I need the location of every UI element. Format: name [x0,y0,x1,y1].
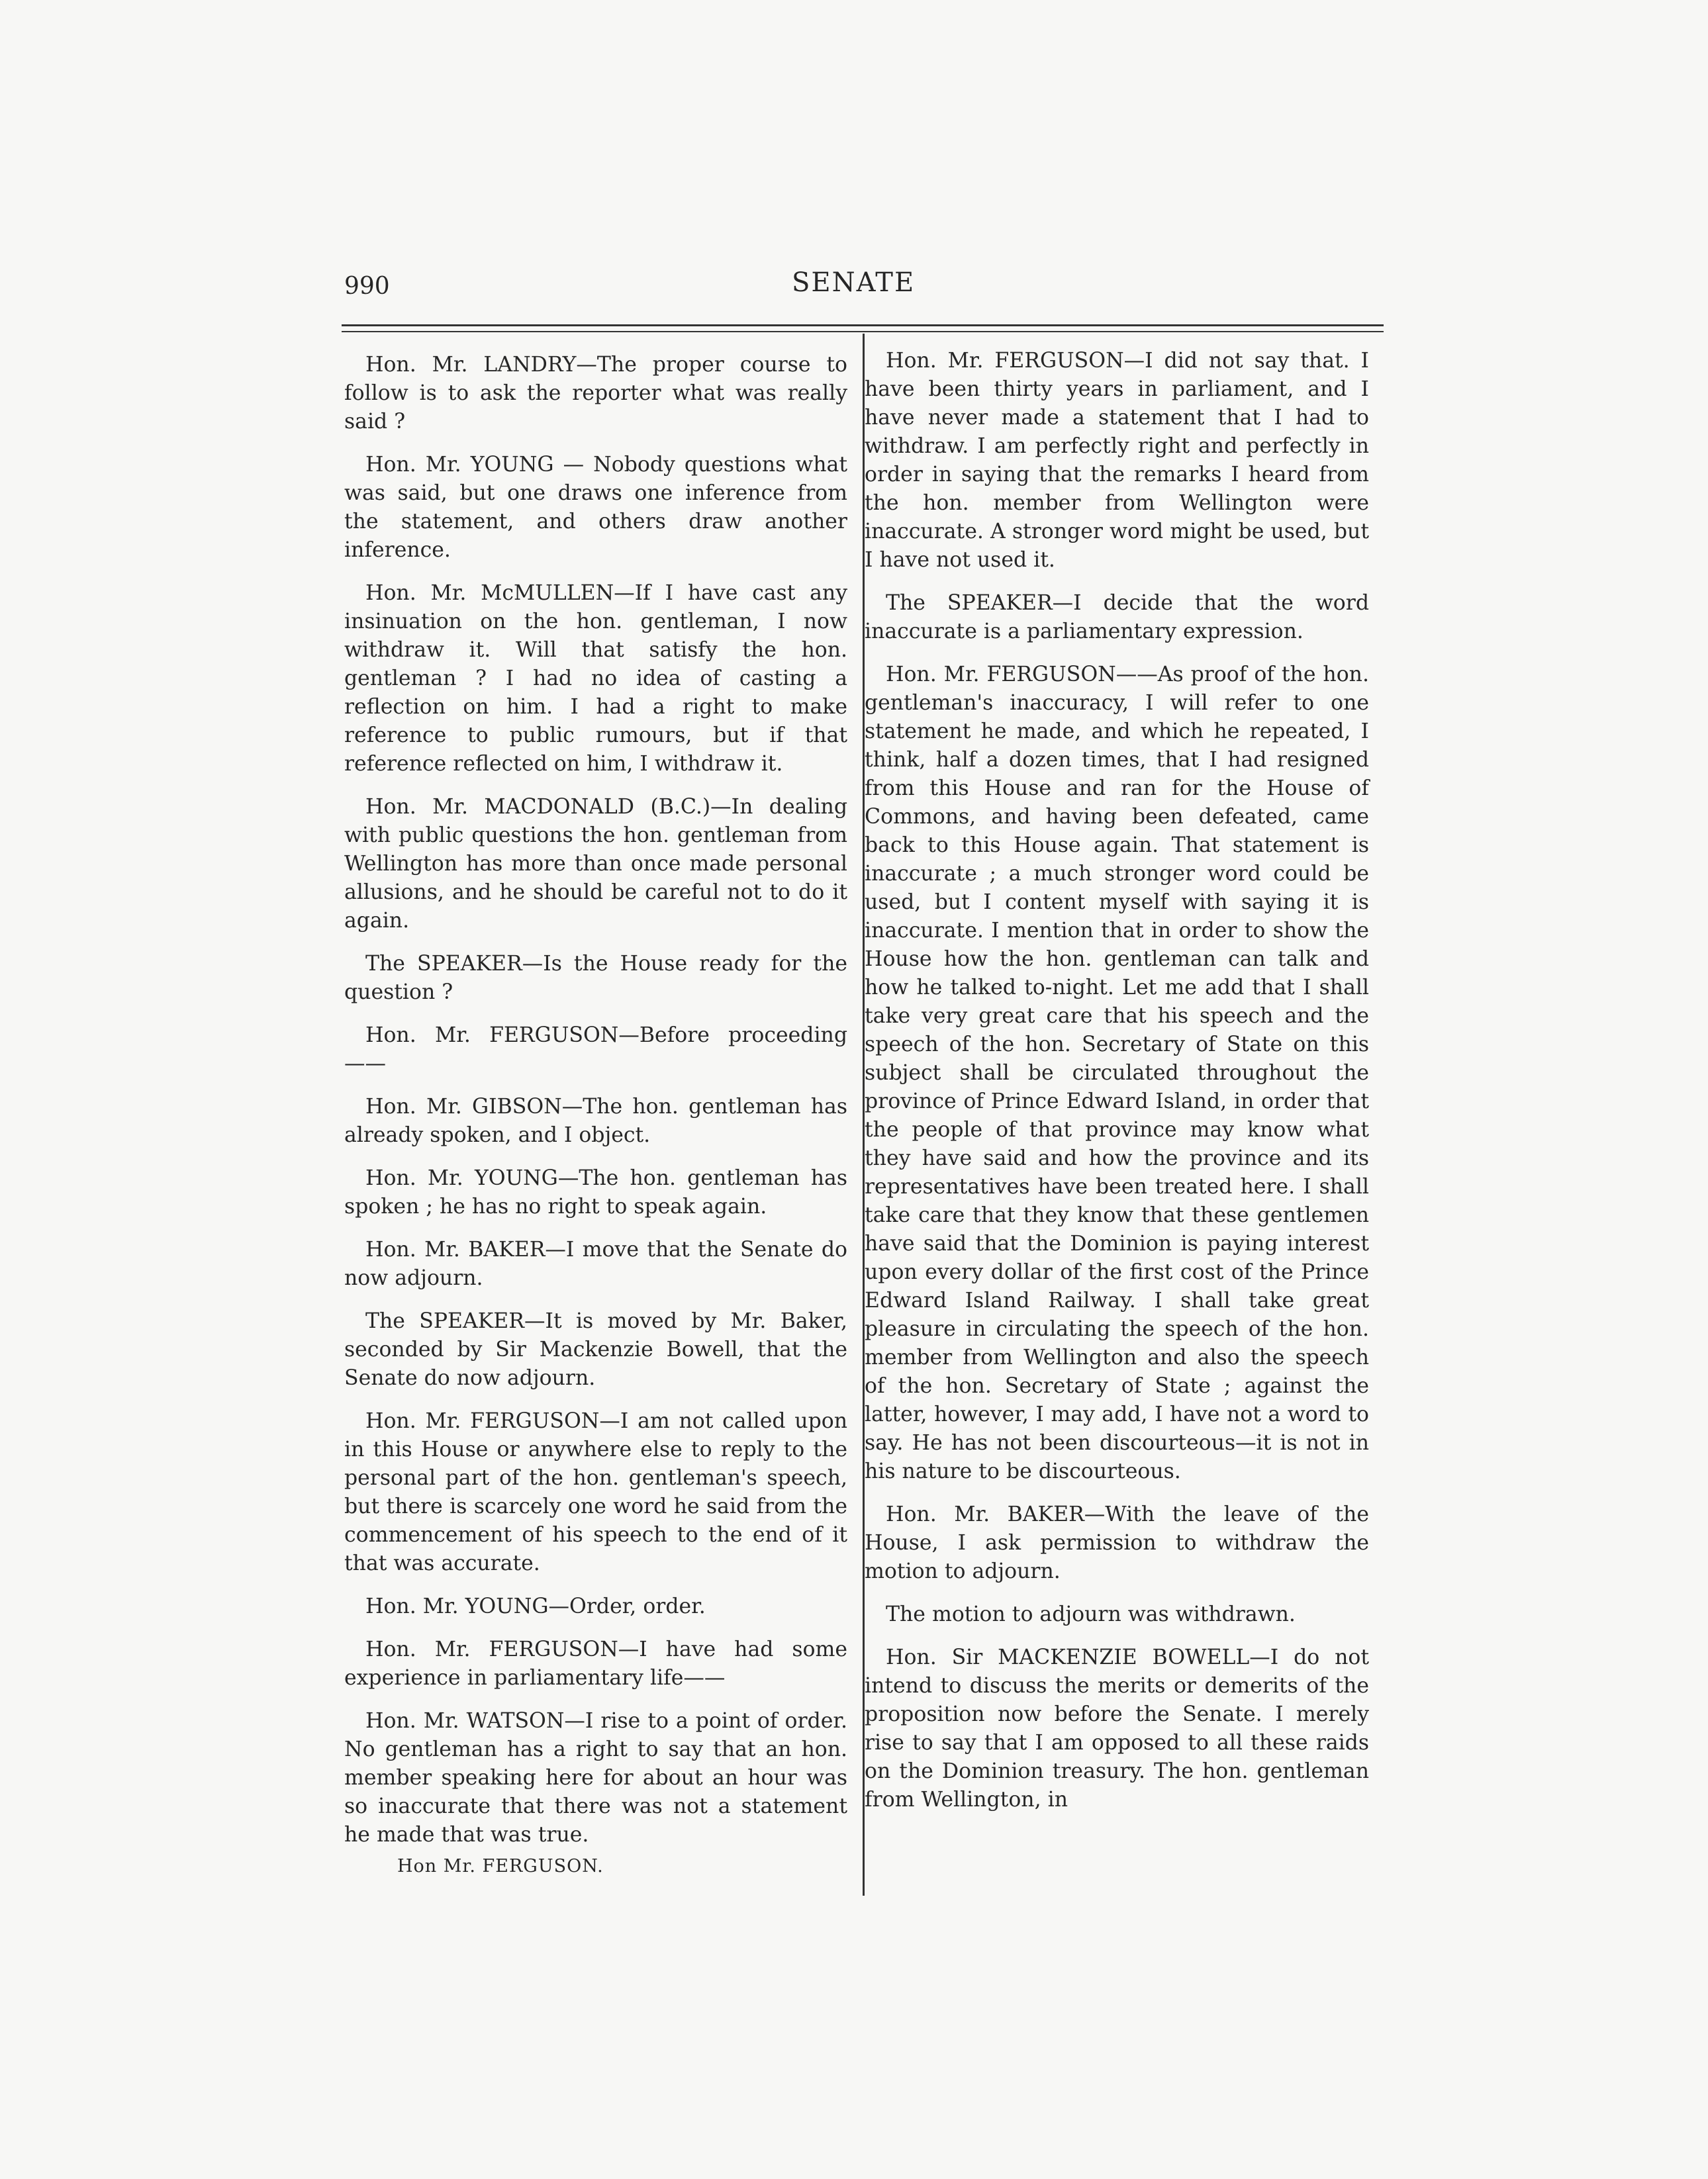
paragraph: Hon. Mr. FERGUSON—Before proceeding—— [344,1023,847,1076]
paragraph: Hon. Mr. YOUNG—Order, order. [365,1595,706,1618]
paragraph: The SPEAKER—I decide that the word inaccurate is a parliamentary expression. [865,591,1369,643]
paragraph: The SPEAKER—It is moved by Mr. Baker, seconded by Sir Mackenzie Bowell, that the Senate do now adjourn. [344,1309,847,1390]
page-number: 990 [344,273,390,300]
paragraph: Hon. Mr. YOUNG — Nobody questions what was said, but one draws one inference from the statement, and others draw another inference. [344,453,847,562]
paragraph: Hon. Mr. FERGUSON——As proof of the hon. gentleman's inaccuracy, I will refer to one statement he made, and which he repeated, I think, half a dozen times, that I had resigned from this House and ran for the House of Commons, and having been defeated, came back to this House again. That statement is inaccurate ; a much stronger word could be used, but I content myself with saying it is inaccurate. I mention that in order to show the House how the hon. gentleman can talk and how he talked to-night. Let me add that I shall take very great care that his speech and the speech of the hon. Secretary of State on this subject shall be circulated throughout the province of Prince Edward Island, in order that the people of that province may know what they have said and how the province and its representatives have been treated here. I shall take care that they know that these gentlemen have said that the Dominion is paying interest upon every dollar of the first cost of the Prince Edward Island Railway. I shall take great pleasure in circulating the speech of the hon. member from Wellington and also the speech of the hon. Secretary of State ; against the latter, however, I may add, I have not a word to say. He has not been discourteous—it is not in his nature to be discourteous. [865,663,1369,1483]
paragraph: Hon. Mr. MACDONALD (B.C.)—In dealing with public questions the hon. gentleman from Wellington has more than once made personal allusions, and he should be careful not to do it again. [344,795,847,933]
paragraph: Hon. Mr. YOUNG—The hon. gentleman has spoken ; he has no right to speak again. [344,1166,847,1219]
paragraph: Hon. Mr. WATSON—I rise to a point of order. No gentleman has a right to say that an hon. member speaking here for about an hour was so inaccurate that there was not a statement he made that was true. [344,1709,847,1847]
paragraph: Hon. Mr. FERGUSON—I did not say that. I have been thirty years in parliament, and I have never made a statement that I had to withdraw. I am perfectly right and perfectly in order in saying that the remarks I heard from the hon. member from Wellington were inaccurate. A stronger word might be used, but I have not used it. [865,349,1369,572]
right-column [865,347,1369,1829]
left-column [344,351,847,1880]
paragraph: Hon. Sir MACKENZIE BOWELL—I do not intend to discuss the merits or demerits of the proposition now before the Senate. I merely rise to say that I am opposed to all these raids on the Dominion treasury. The hon. gentleman from Wellington, in [865,1646,1369,1812]
header-rule-top [342,324,1384,326]
paragraph: Hon. Mr. BAKER—I move that the Senate do now adjourn. [344,1238,847,1290]
paragraph: The motion to adjourn was withdrawn. [886,1602,1296,1626]
paragraph: Hon. Mr. LANDRY—The proper course to follow is to ask the reporter what was really said ? [344,353,847,434]
paragraph: Hon. Mr. GIBSON—The hon. gentleman has already spoken, and I object. [344,1095,847,1147]
page-footer-name: Hon Mr. FERGUSON. [397,1856,604,1877]
paragraph: The SPEAKER—Is the House ready for the question ? [344,952,847,1004]
page-title: SENATE [792,267,916,298]
paragraph: Hon. Mr. FERGUSON—I have had some experience in parliamentary life—— [344,1638,847,1690]
paragraph: Hon. Mr. FERGUSON—I am not called upon in this House or anywhere else to reply to the personal part of the hon. gentleman's speech, but there is scarcely one word he said from the commencement of his speech to the end of it that was accurate. [344,1409,847,1575]
paragraph: Hon. Mr. McMULLEN—If I have cast any insinuation on the hon. gentleman, I now withdraw it. Will that satisfy the hon. gentleman ? I had no idea of casting a reflection on him. I had a right to make reference to public rumours, but if that reference reflected on him, I withdraw it. [344,581,847,776]
paragraph: Hon. Mr. BAKER—With the leave of the House, I ask permission to withdraw the motion to adjourn. [865,1503,1369,1583]
header-rule-bottom [342,331,1384,332]
